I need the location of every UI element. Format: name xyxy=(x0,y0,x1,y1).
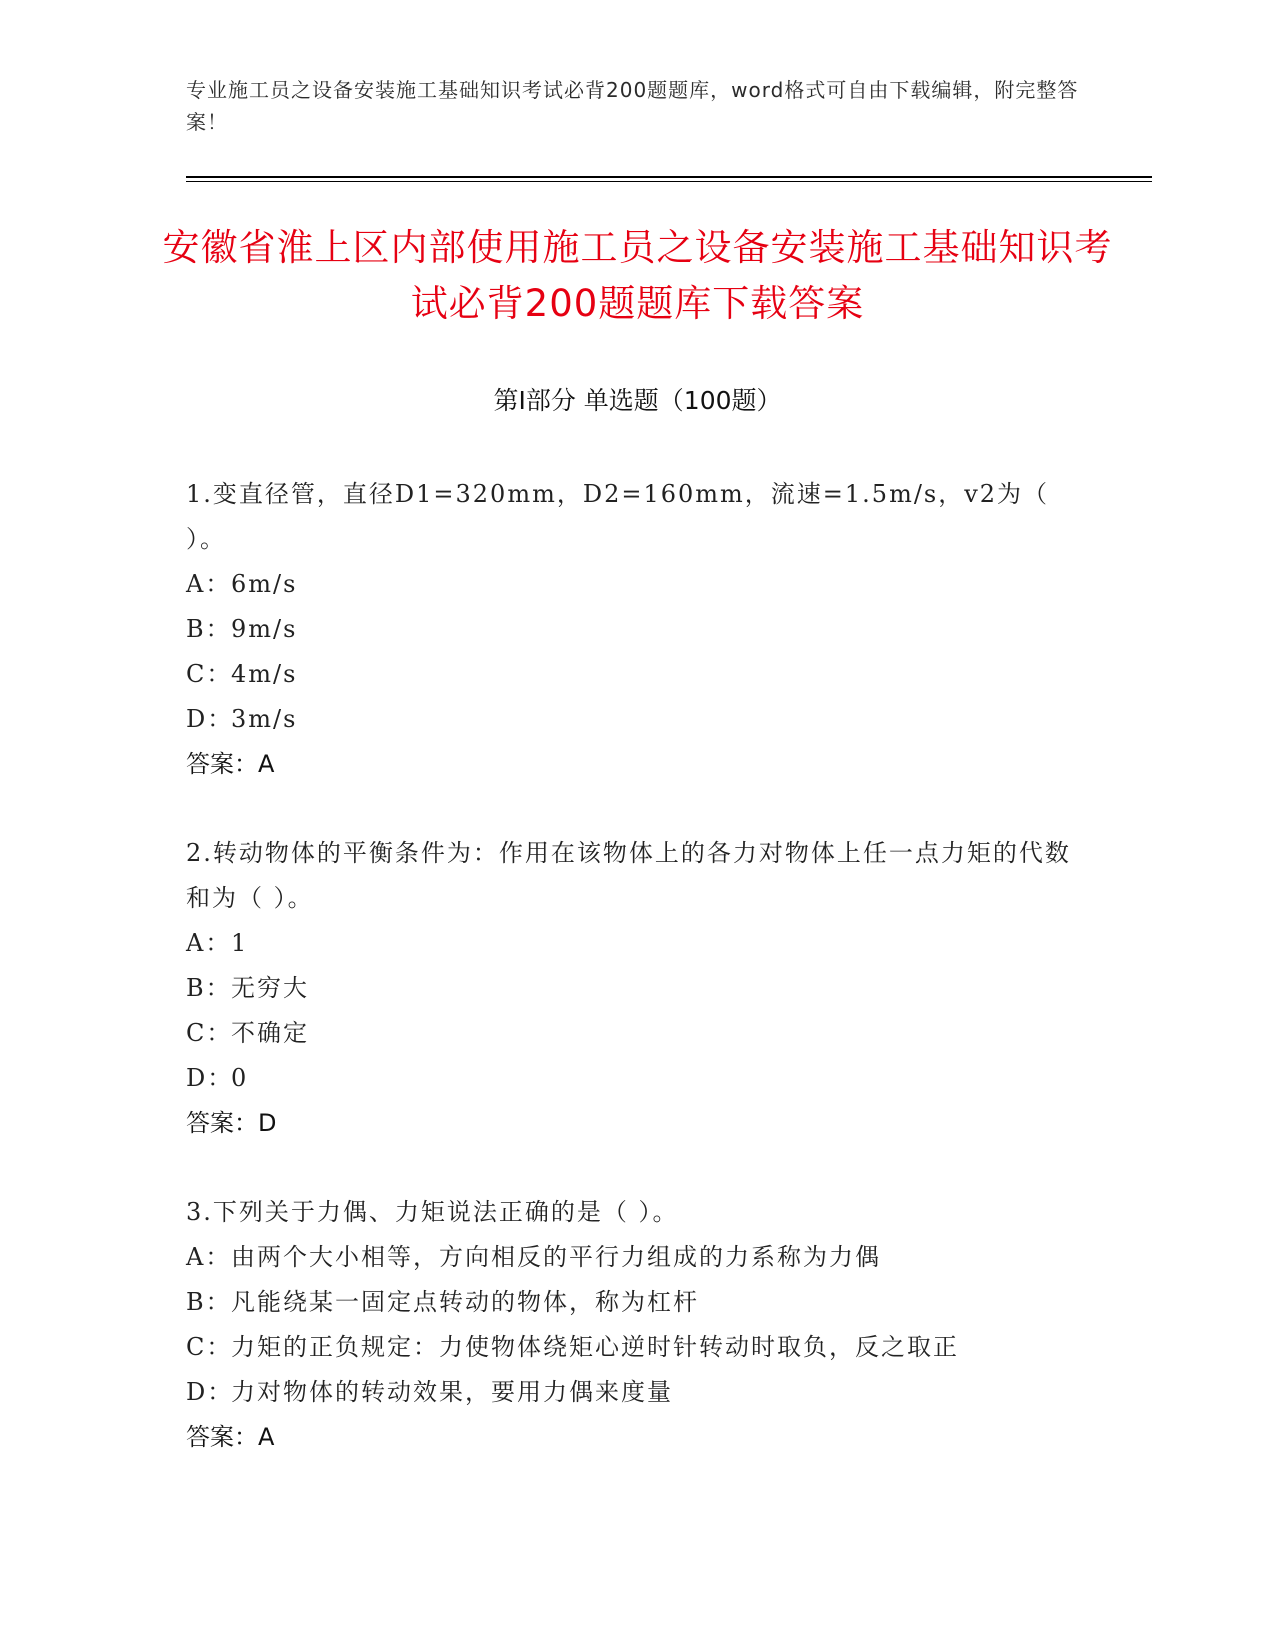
option-a xyxy=(186,562,1086,607)
option-c xyxy=(186,652,1086,697)
document-title: 安徽省淮上区内部使用施工员之设备安装施工基础知识考试必背200题题库下载答案 xyxy=(162,226,1113,325)
question-1 xyxy=(186,472,1086,787)
option-text: 0 xyxy=(231,1064,249,1092)
option-key: B： xyxy=(186,974,232,1002)
option-key: C： xyxy=(186,1333,233,1361)
section-heading: 第Ⅰ部分 单选题（100题） xyxy=(493,386,782,415)
option-key: B： xyxy=(186,1288,232,1316)
header-divider-thin xyxy=(186,181,1152,182)
question-stem: 1.变直径管，直径D1=320mm，D2=160mm，流速=1.5m/s，v2为（ ）。 xyxy=(186,480,1050,553)
option-text: 6m/s xyxy=(231,570,298,598)
question-answer: 答案：A xyxy=(186,1423,275,1451)
option-text: 无穷大 xyxy=(231,974,309,1002)
option-c xyxy=(186,1325,1086,1370)
option-text: 凡能绕某一固定点转动的物体，称为杠杆 xyxy=(231,1288,699,1316)
option-a xyxy=(186,1235,1086,1280)
option-c xyxy=(186,1011,1086,1056)
header-note: 专业施工员之设备安装施工基础知识考试必背200题题库，word格式可自由下载编辑，附完整答案！ xyxy=(186,78,1079,134)
option-text: 4m/s xyxy=(231,660,298,688)
option-d xyxy=(186,1056,1086,1101)
option-key: A： xyxy=(186,570,232,598)
header-divider-thick xyxy=(186,176,1152,178)
option-a xyxy=(186,921,1086,966)
option-key: D： xyxy=(186,1064,234,1092)
option-key: D： xyxy=(186,705,234,733)
question-answer: 答案：D xyxy=(186,1109,277,1137)
question-list xyxy=(186,472,1086,1504)
question-2 xyxy=(186,831,1086,1146)
option-b xyxy=(186,1280,1086,1325)
option-b xyxy=(186,607,1086,652)
option-key: B： xyxy=(186,615,232,643)
question-3 xyxy=(186,1190,1086,1460)
option-text: 1 xyxy=(231,929,249,957)
option-key: A： xyxy=(186,929,232,957)
option-d xyxy=(186,697,1086,742)
option-text: 不确定 xyxy=(231,1019,309,1047)
option-text: 9m/s xyxy=(231,615,298,643)
option-text: 力对物体的转动效果，要用力偶来度量 xyxy=(231,1378,673,1406)
option-b xyxy=(186,966,1086,1011)
option-text: 由两个大小相等，方向相反的平行力组成的力系称为力偶 xyxy=(231,1243,881,1271)
question-stem: 3.下列关于力偶、力矩说法正确的是（ ）。 xyxy=(186,1198,679,1226)
option-text: 3m/s xyxy=(231,705,298,733)
question-answer: 答案：A xyxy=(186,750,275,778)
option-key: D： xyxy=(186,1378,234,1406)
option-d xyxy=(186,1370,1086,1415)
option-key: C： xyxy=(186,660,233,688)
question-stem: 2.转动物体的平衡条件为：作用在该物体上的各力对物体上任一点力矩的代数和为（ ）。 xyxy=(186,839,1071,912)
option-key: C： xyxy=(186,1019,233,1047)
option-text: 力矩的正负规定：力使物体绕矩心逆时针转动时取负，反之取正 xyxy=(231,1333,959,1361)
option-key: A： xyxy=(186,1243,232,1271)
